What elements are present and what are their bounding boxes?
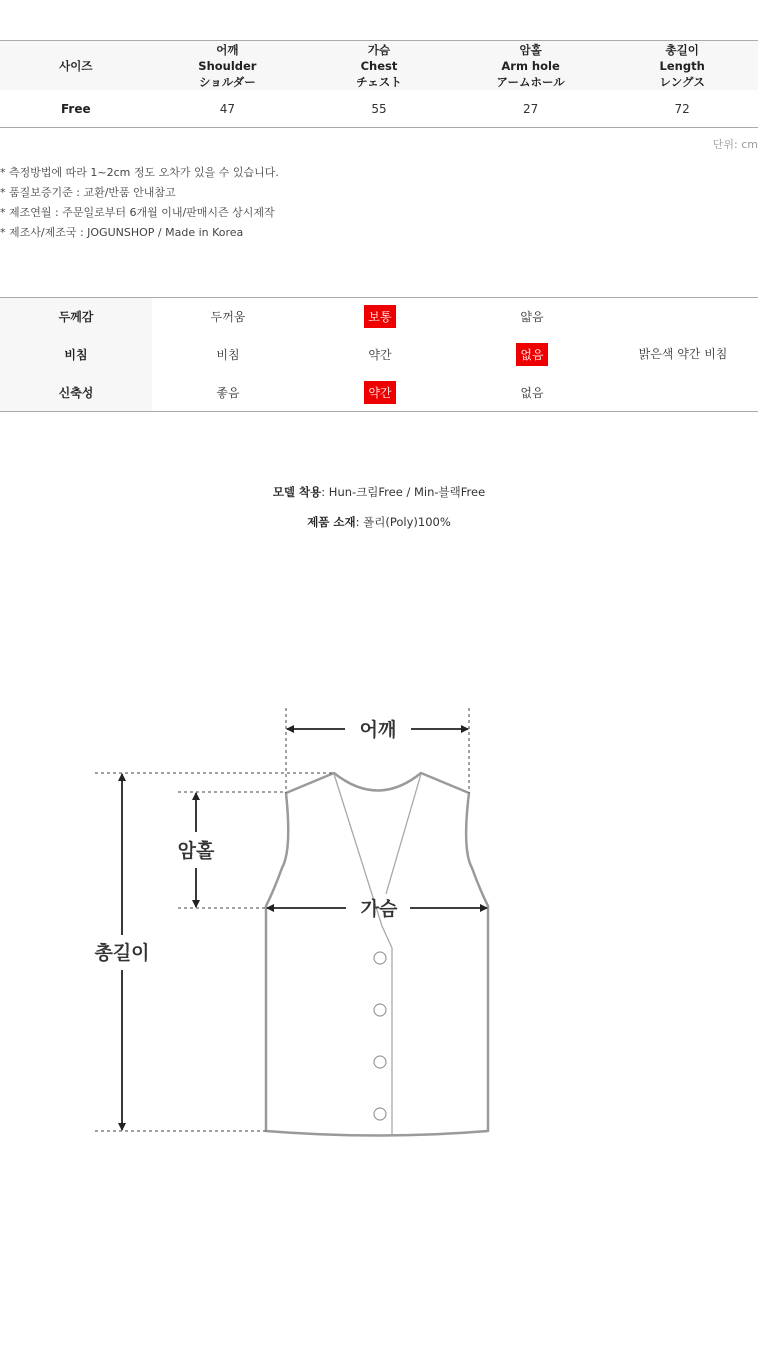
model-info-value: : Hun-크림Free / Min-블랙Free xyxy=(321,485,486,499)
diagram-labels xyxy=(94,718,398,964)
note-item: * 측정방법에 따라 1~2cm 정도 오차가 있을 수 있습니다. xyxy=(0,166,279,179)
vest-buttons xyxy=(374,952,386,1120)
cell-length: 72 xyxy=(674,101,690,116)
fabric-option: 얇음 xyxy=(520,310,544,325)
armhole-label: 암홀 xyxy=(177,840,215,862)
fabric-row xyxy=(152,373,608,411)
size-table xyxy=(0,40,758,128)
notes-list xyxy=(0,163,279,243)
fabric-row xyxy=(152,298,608,336)
fabric-option: 두꺼움 xyxy=(210,310,246,325)
cell-size: Free xyxy=(60,101,91,116)
button-icon xyxy=(374,1108,386,1120)
fabric-option: 약간 xyxy=(368,348,392,362)
fabric-label-stretch: 신축성 xyxy=(58,385,94,400)
chest-label: 가슴 xyxy=(360,898,398,920)
cell-armhole: 27 xyxy=(522,101,539,116)
header-size: 사이즈 xyxy=(59,58,93,73)
note-item: * 제조사/제조국 : JOGUNSHOP / Made in Korea xyxy=(0,226,244,239)
fabric-labels xyxy=(0,298,152,411)
unit-label: 단위: cm xyxy=(712,138,758,151)
material-info-label: 제품 소재 xyxy=(307,515,356,529)
button-icon xyxy=(374,1004,386,1016)
note-item: * 품질보증기준 : 교환/반품 안내참고 xyxy=(0,186,176,199)
fabric-note: 밝은색 약간 비침 xyxy=(638,347,728,361)
fabric-option: 좋음 xyxy=(216,385,240,400)
button-icon xyxy=(374,952,386,964)
header-chest: 가슴 Chest チェスト xyxy=(356,42,402,89)
fabric-row xyxy=(152,336,608,374)
model-info xyxy=(0,484,758,500)
shoulder-label: 어깨 xyxy=(359,719,397,741)
fabric-option: 약간 xyxy=(364,381,395,404)
measure-arrows xyxy=(122,729,487,1130)
button-icon xyxy=(374,1056,386,1068)
note-item: * 제조연월 : 주문일로부터 6개월 이내/판매시즌 상시제작 xyxy=(0,206,275,219)
guide-lines xyxy=(95,708,469,1131)
size-table-header xyxy=(0,41,758,90)
header-shoulder: 어깨 Shoulder ショルダー xyxy=(198,42,257,89)
fabric-table xyxy=(0,297,758,412)
header-length: 총길이 Length レングス xyxy=(659,42,705,89)
fabric-option: 비침 xyxy=(216,348,240,362)
material-info xyxy=(0,514,758,530)
fabric-options xyxy=(152,298,608,411)
material-info-value: : 폴리(Poly)100% xyxy=(355,515,451,529)
model-info-label: 모델 착용 xyxy=(272,485,322,499)
fabric-label-thickness: 두께감 xyxy=(58,310,94,325)
length-label: 총길이 xyxy=(94,942,150,964)
vest-measurement-diagram xyxy=(0,690,758,1160)
cell-chest: 55 xyxy=(371,101,387,116)
fabric-label-sheerness: 비침 xyxy=(64,348,88,362)
cell-shoulder: 47 xyxy=(219,101,236,116)
fabric-option: 없음 xyxy=(520,385,544,400)
table-row xyxy=(0,90,758,127)
fabric-option: 없음 xyxy=(516,343,547,366)
fabric-option: 보통 xyxy=(364,305,395,328)
header-armhole: 암홀 Arm hole アームホール xyxy=(496,42,565,89)
